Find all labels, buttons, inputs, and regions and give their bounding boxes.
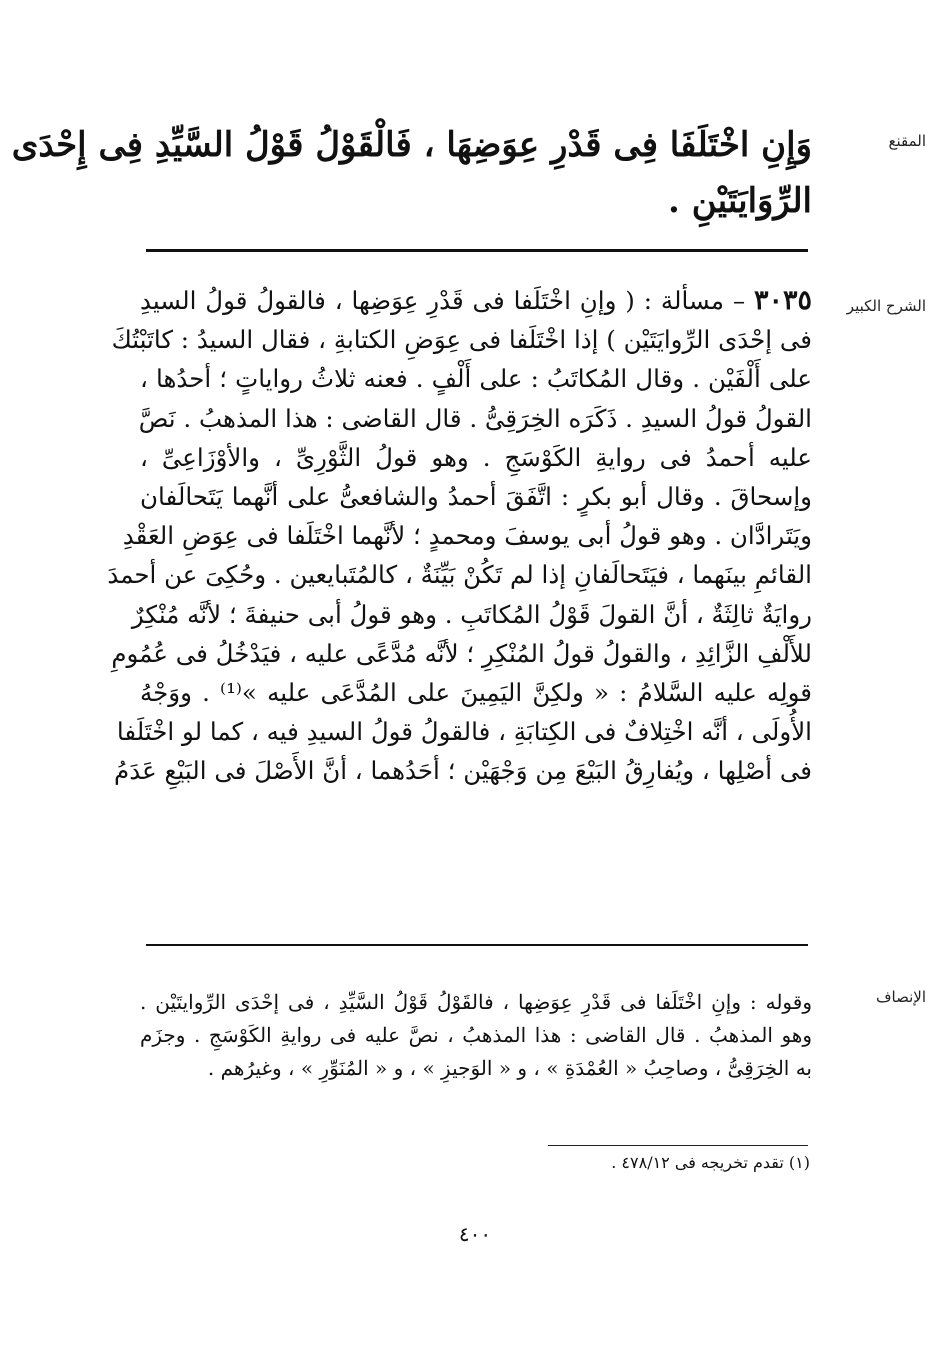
sharh-line: ويَتَرادَّان . وهو قولُ أبى يوسفَ ومحمدٍ ؛ لأنَّهما اخْتَلَفا فى عِوَضِ العَقْدِ [122,521,812,551]
insaf-line: به الخِرَقِىُّ ، وصاحِبُ « العُمْدَةِ » ، و « الوَجيزِ » ، و « المُنَوِّرِ » ، وغيرُهم . [207,1056,812,1080]
muqni-text [11,117,812,229]
sharh-line: الأُولَى ، أنَّه اخْتِلافٌ فى الكِتابَةِ ، فالقولُ قولُ السيدِ فيه ، كما لو اخْتَلَفا [116,717,812,747]
issue-number: ٣٠٣٥ [753,285,812,316]
muqni-label: المقنع [888,132,926,150]
footnote-divider [548,1145,808,1146]
muqni-line: الرِّوَايَتَيْنِ . [668,181,812,221]
sharh-line: للأَلْفِ الزَّائِدِ ، والقولُ قولُ المُنْكِرِ ؛ لأنَّه مُدَّعًى عليه ، فيَدْخُلُ فى عُمُومِ [111,638,812,668]
insaf-label: الإنصاف [875,988,926,1006]
sharh-line: على أَلْفَيْن . وقال المُكاتَبُ : على أَلْفٍ . فعنه ثلاثُ رواياتٍ ؛ أحدُها ، [140,364,812,394]
sharh-line: فى أصْلِها ، ويُفارِقُ البَيْعَ مِن وَجْهَيْن ؛ أحَدُهما ، أنَّ الأَصْلَ فى البَيْعِ عَدَمُ [114,756,812,786]
section-divider [146,944,808,946]
sharh-line: وإسحاقَ . وقال أبو بكرٍ : اتَّفَقَ أحمدُ والشافعىُّ على أنَّهما يَتَحالَفان [140,482,812,512]
section-divider [146,249,808,252]
insaf-text [140,986,812,1085]
insaf-line: وهو المذهبُ . قال القاضى : هذا المذهبُ ، نصَّ عليه فى روايةِ الكَوْسَجِ . وجزَم [140,1023,812,1047]
page-number: ٤٠٠ [458,1222,492,1246]
sharh-label: الشرح الكبير [846,297,926,315]
sharh-line: عليه أحمدُ فى روايةِ الكَوْسَجِ . وهو قولُ الثَّوْرِىِّ ، والأوْزَاعِىِّ ، [140,442,812,472]
sharh-line: القولُ قولُ السيدِ . ذَكَرَه الخِرَقِىُّ . قال القاضى : هذا المذهبُ . نَصَّ [138,403,812,433]
sharh-line [140,281,812,320]
muqni-line: وَإِنِ اخْتَلَفَا فِى قَدْرِ عِوَضِهَا ، فَالْقَوْلُ قَوْلُ السَّيِّدِ فِى إِحْدَى [11,125,812,165]
insaf-line: وقوله : وإنِ اخْتَلَفا فى قَدْرِ عِوَضِها ، فالقَوْلُ قَوْلُ السَّيِّدِ ، فى إحْدَى الرِّوايتَيْن . [140,990,812,1014]
sharh-first-line: – مسألة : ( وإنِ اخْتَلَفا فى قَدْرِ عِوَضِها ، فالقولُ قولُ السيدِ [140,286,754,315]
sharh-line: القائمِ بينَهما ، فيَتَحالَفانِ إذا لم تَكُنْ بَيِّنَةٌ ، كالمُتَبايعين . وحُكِىَ عن أحمدَ [107,560,812,590]
sharh-line: روايَةٌ ثالِثَةٌ ، أنَّ القولَ قَوْلُ المُكاتَبِ . وهو قولُ أبى حنيفةَ ؛ لأنَّه مُنْكِرٌ [131,599,812,629]
sharh-line: فى إحْدَى الرِّوايَتَيْن ) إذا اخْتَلَفا فى عِوَضِ الكتابةِ ، فقال السيدُ : كاتَبْتُكَ [111,325,812,355]
sharh-line: قولِه عليه السَّلامُ : « ولكِنَّ اليَمِينَ على المُدَّعَى عليه »⁽¹⁾ . ووَجْهُ [140,678,812,708]
footnote: (١) تقدم تخريجه فى ٤٧٨/١٢ . [611,1153,810,1172]
sharh-text [107,281,812,791]
